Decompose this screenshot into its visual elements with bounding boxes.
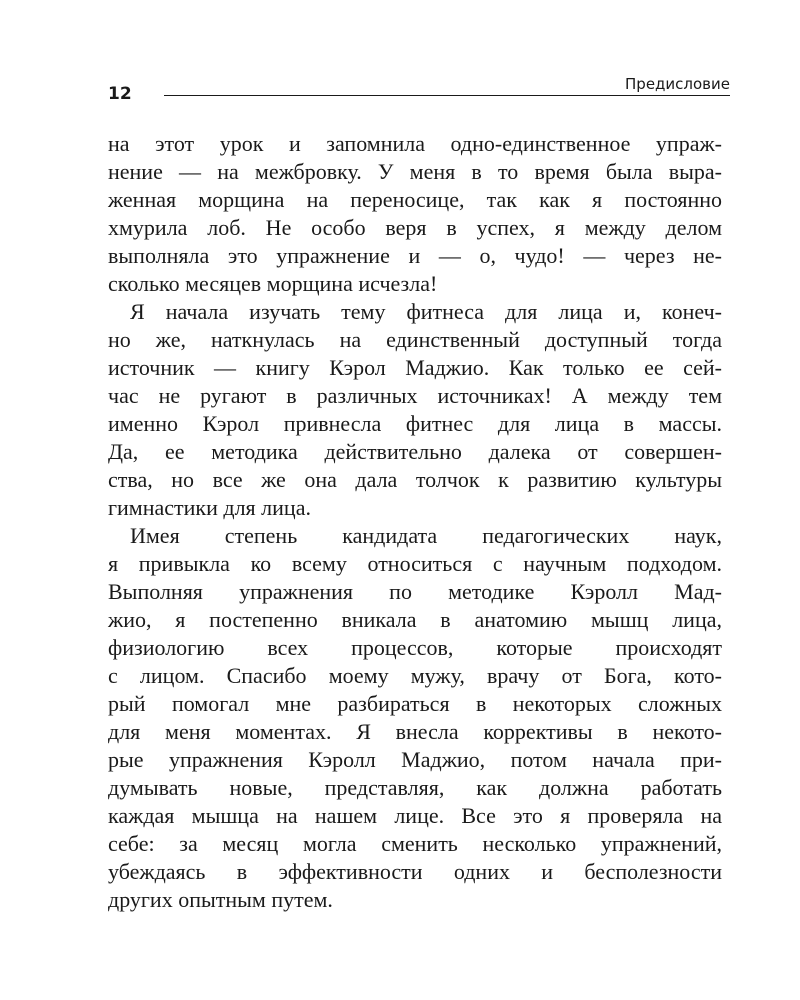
text-line: женная морщина на переносице, так как я постоянно (108, 187, 722, 212)
text-line: нение — на межбровку. У меня в то время была выра- (108, 159, 722, 184)
text-line: ства, но все же она дала толчок к развитию культуры (108, 467, 722, 492)
text-line: рый помогал мне разбираться в некоторых сложных (108, 691, 722, 716)
text-line: с лицом. Спасибо моему мужу, врачу от Бога, кото- (108, 663, 722, 688)
text-line: Имея степень кандидата педагогических наук, (130, 523, 722, 548)
text-line: гимнастики для лица. (108, 495, 311, 520)
text-line: Да, ее методика действительно далека от совершен- (108, 439, 722, 464)
paragraph-1 (108, 130, 722, 298)
text-line: час не ругают в различных источниках! А между тем (108, 383, 722, 408)
text-line: себе: за месяц могла сменить несколько упражнений, (108, 831, 722, 856)
page-header (108, 74, 730, 104)
body-text (108, 130, 722, 914)
text-line: рые упражнения Кэролл Маджио, потом начала при- (108, 747, 722, 772)
text-line: других опытным путем. (108, 887, 333, 912)
text-line: выполняла это упражнение и — о, чудо! — через не- (108, 243, 722, 268)
text-line: сколько месяцев морщина исчезла! (108, 271, 438, 296)
text-line: физиологию всех процессов, которые происходят (108, 635, 722, 660)
text-line: хмурила лоб. Не особо веря в успех, я между делом (108, 215, 722, 240)
header-rule (164, 95, 730, 96)
text-line: для меня моментах. Я внесла коррективы в некото- (108, 719, 722, 744)
text-line: я привыкла ко всему относиться с научным подходом. (108, 551, 722, 576)
text-line: думывать новые, представляя, как должна работать (108, 775, 722, 800)
paragraph-3 (108, 522, 722, 914)
text-line: но же, наткнулась на единственный доступный тогда (108, 327, 722, 352)
text-line: источник — книгу Кэрол Маджио. Как только ее сей- (108, 355, 722, 380)
page-number: 12 (108, 84, 132, 104)
text-line: Я начала изучать тему фитнеса для лица и, конеч- (130, 299, 722, 324)
running-title: Предисловие (625, 75, 730, 93)
text-line: Выполняя упражнения по методике Кэролл Мад- (108, 579, 722, 604)
text-line: каждая мышца на нашем лице. Все это я проверяла на (108, 803, 722, 828)
text-line: жио, я постепенно вникала в анатомию мышц лица, (108, 607, 722, 632)
text-line: убеждаясь в эффективности одних и бесполезности (108, 859, 722, 884)
paragraph-2 (108, 298, 722, 522)
text-line: именно Кэрол привнесла фитнес для лица в массы. (108, 411, 722, 436)
text-line: на этот урок и запомнила одно-единственное упраж- (108, 131, 722, 156)
